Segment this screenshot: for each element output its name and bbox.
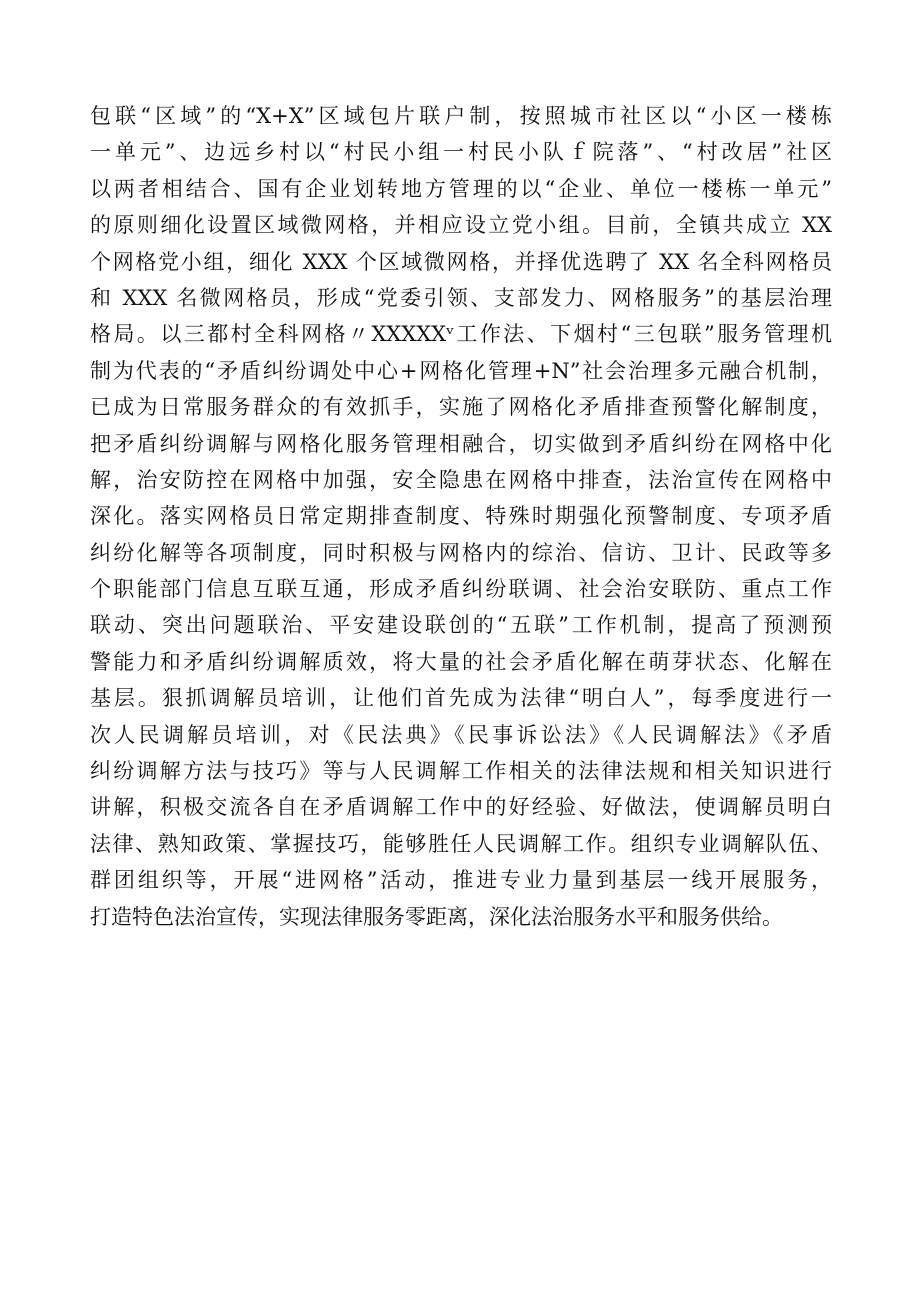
text-line: 制为代表的“矛盾纠纷调处中心+网格化管理+N”社会治理多元融合机制， [90, 358, 832, 383]
text-line: 打造特色法治宣传，实现法律服务零距离，深化法治服务水平和服务供给。 [90, 904, 783, 929]
text-line: 解，治安防控在网格中加强，安全隐患在网格中排查，法治宣传在网格中 [90, 467, 832, 492]
text-line: 纠纷调解方法与技巧》等与人民调解工作相关的法律法规和相关知识进行 [90, 759, 832, 784]
text-line: 警能力和矛盾纠纷调解质效，将大量的社会矛盾化解在萌芽状态、化解在 [90, 649, 832, 674]
text-line: 联动、突出问题联治、平安建设联创的“五联”工作机制，提高了预测预 [90, 613, 832, 638]
text-line: 深化。落实网格员日常定期排查制度、特殊时期强化预警制度、专项矛盾 [90, 504, 832, 529]
text-line: 个职能部门信息互联互通，形成矛盾纠纷联调、社会治安联防、重点工作 [90, 577, 832, 602]
text-line: 包联“区域”的“X+X”区域包片联户制，按照城市社区以“小区一楼栋 [90, 104, 832, 128]
body-paragraph [90, 98, 832, 935]
text-line: 的原则细化设置区域微网格，并相应设立党小组。目前，全镇共成立 XX [90, 213, 832, 238]
text-line: 基层。狠抓调解员培训，让他们首先成为法律“明白人”，每季度进行一 [90, 686, 832, 711]
text-line: 以两者相结合、国有企业划转地方管理的以“企业、单位一楼栋一单元” [90, 176, 832, 201]
text-line: 和 XXX 名微网格员，形成“党委引领、支部发力、网格服务”的基层治理 [90, 285, 832, 310]
text-line: 法律、熟知政策、掌握技巧，能够胜任人民调解工作。组织专业调解队伍、 [90, 831, 832, 856]
text-line: 一单元”、边远乡村以“村民小组一村民小队ｆ院落”、“村改居”社区 [90, 140, 832, 165]
text-line: 次人民调解员培训，对《民法典》《民事诉讼法》《人民调解法》《矛盾 [90, 722, 832, 747]
text-line: 个网格党小组，细化 XXX 个区域微网格，并择优选聘了 XX 名全科网格员 [90, 249, 832, 274]
text-line: 纠纷化解等各项制度，同时积极与网格内的综治、信访、卫计、民政等多 [90, 540, 832, 565]
text-line: 把矛盾纠纷调解与网格化服务管理相融合，切实做到矛盾纠纷在网格中化 [90, 431, 832, 456]
text-line: 已成为日常服务群众的有效抓手，实施了网格化矛盾排查预警化解制度， [90, 395, 832, 420]
text-line: 讲解，积极交流各自在矛盾调解工作中的好经验、好做法，使调解员明白 [90, 795, 832, 820]
text-line: 格局。以三都村全科网格〃XXXXXᵛ工作法、下烟村“三包联”服务管理机 [90, 322, 832, 347]
text-line: 群团组织等，开展“进网格”活动，推进专业力量到基层一线开展服务， [90, 868, 832, 893]
